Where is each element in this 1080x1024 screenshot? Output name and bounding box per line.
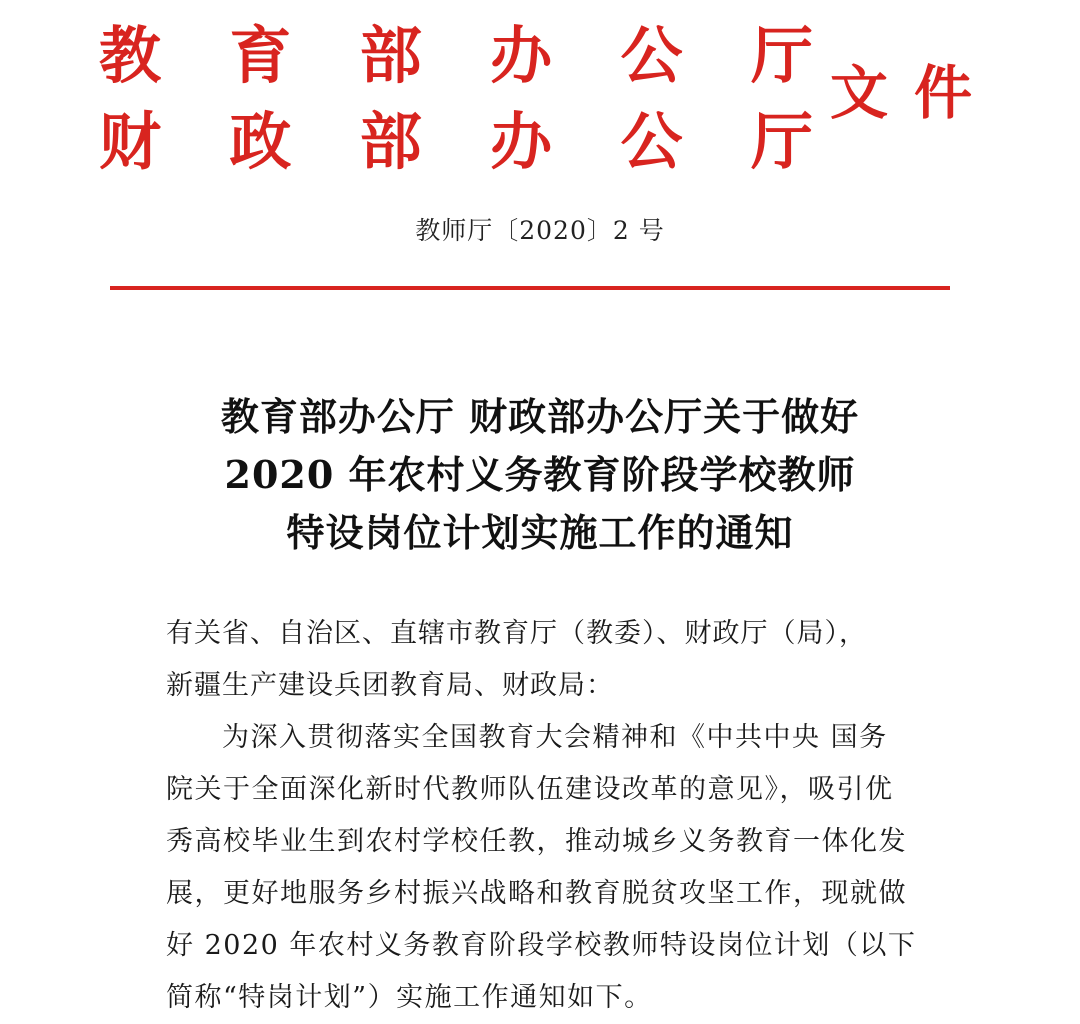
red-divider-line (110, 286, 950, 290)
masthead-char: 部 (359, 19, 422, 92)
masthead-char: 厅 (750, 105, 813, 178)
masthead-char: 厅 (750, 19, 813, 92)
title-line: 教育部办公厅 财政部办公厅关于做好 (220, 394, 860, 439)
document-type-label (826, 55, 976, 127)
addressee-line: 新疆生产建设兵团教育局、财政局： (166, 670, 614, 701)
masthead-char: 文 (829, 59, 888, 127)
title-line: 2020 年农村义务教育阶段学校教师 (224, 452, 856, 497)
masthead-char: 育 (229, 19, 292, 92)
document-number: 教师厅〔2020〕2 号 (415, 216, 665, 245)
masthead-char: 教 (98, 19, 161, 92)
issuing-org-mof-general-office (96, 106, 816, 178)
masthead-char: 部 (359, 105, 422, 178)
masthead-char: 公 (620, 105, 683, 178)
paragraph-line: 简称“特岗计划”）实施工作通知如下。 (166, 982, 653, 1013)
paragraph-line: 好 2020 年农村义务教育阶段学校教师特设岗位计划（以下 (166, 930, 917, 961)
masthead-char: 公 (620, 19, 683, 92)
masthead-char: 办 (490, 105, 553, 178)
masthead-char: 财 (98, 105, 161, 178)
paragraph-line: 院关于全面深化新时代教师队伍建设改革的意见》，吸引优 (166, 774, 894, 805)
paragraph-line: 秀高校毕业生到农村学校任教，推动城乡义务教育一体化发 (166, 826, 907, 857)
masthead-char: 件 (913, 59, 972, 127)
issuing-org-moe-general-office (96, 20, 816, 92)
red-masthead (0, 0, 1080, 190)
paragraph-line: 为深入贯彻落实全国教育大会精神和《中共中央 国务 (222, 722, 888, 753)
addressee-line: 有关省、自治区、直辖市教育厅（教委）、财政厅（局）， (166, 618, 867, 649)
paragraph-line: 展，更好地服务乡村振兴战略和教育脱贫攻坚工作，现就做 (166, 878, 907, 909)
document-body (166, 608, 926, 1024)
document-title (0, 388, 1080, 562)
masthead-char: 政 (229, 105, 292, 178)
masthead-char: 办 (490, 19, 553, 92)
title-line: 特设岗位计划实施工作的通知 (286, 510, 794, 555)
